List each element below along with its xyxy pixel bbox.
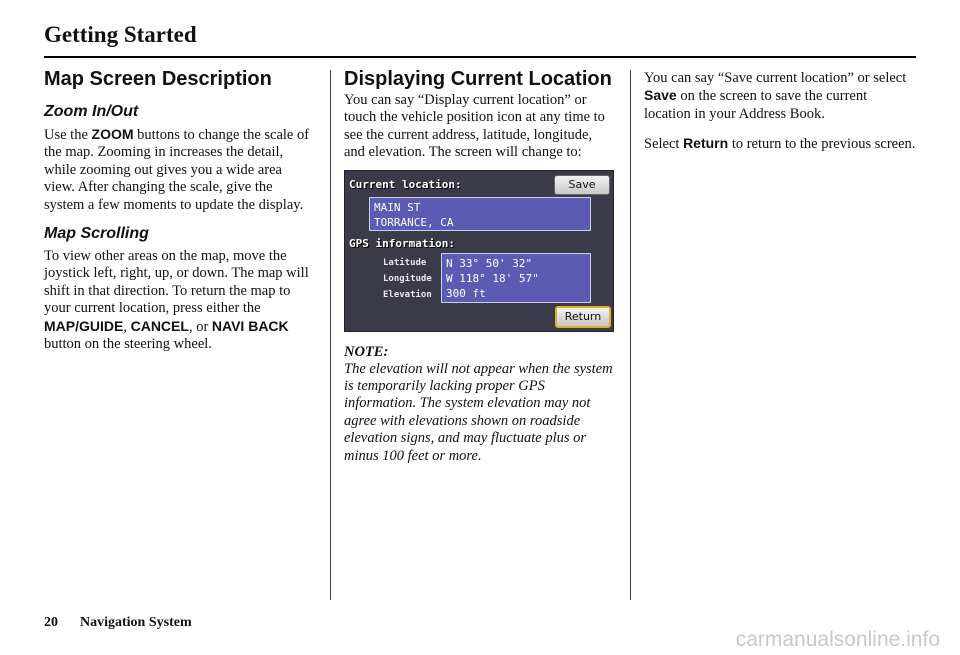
- intro-paragraph: You can say “Display current location” or touch the vehicle position icon at any time to see the current address, latitude, longitude, and elevation. The screen will change to:: [344, 92, 605, 161]
- gps-values-panel: [441, 253, 591, 303]
- text: You can say “Save current location” or select: [644, 70, 907, 86]
- scroll-paragraph: [44, 248, 316, 353]
- address-city: TORRANCE, CA: [374, 215, 454, 229]
- page-header-title: Getting Started: [44, 22, 197, 47]
- save-button[interactable]: Save: [554, 175, 610, 195]
- text: button on the steering wheel.: [44, 336, 212, 353]
- zoom-paragraph: [44, 126, 316, 214]
- address-panel: [369, 197, 591, 231]
- text: on the screen to save the current location in your Address Book.: [644, 88, 868, 122]
- text: , or: [188, 318, 212, 335]
- elevation-value: 300 ft: [446, 286, 486, 300]
- text: Select: [644, 136, 684, 153]
- gps-information-label: GPS information:: [349, 236, 455, 250]
- save-paragraph: [644, 70, 916, 123]
- text: to return to the previous screen.: [728, 136, 916, 153]
- address-street: MAIN ST: [374, 200, 421, 214]
- footer-page-number: 20: [44, 615, 58, 630]
- save-key-label: Save: [644, 87, 677, 104]
- map-guide-key-label: MAP/GUIDE: [44, 317, 124, 334]
- latitude-value: N 33° 50' 32": [446, 256, 533, 270]
- column-map-screen: [44, 66, 316, 353]
- zoom-key-label: ZOOM: [91, 126, 134, 142]
- current-location-label: Current location:: [349, 177, 462, 191]
- cancel-key-label: CANCEL: [130, 317, 189, 334]
- return-key-label: Return: [683, 135, 729, 152]
- note-label: NOTE:: [344, 343, 389, 360]
- subheading-map-scrolling: Map Scrolling: [44, 225, 149, 243]
- header-rule: [44, 56, 916, 58]
- elevation-label: Elevation: [383, 289, 432, 300]
- return-paragraph: [644, 135, 916, 153]
- note-text: The elevation will not appear when the system is temporarily lacking proper GPS information. The system elevation may not agree with elevations shown on roadside elevation signs, and may fluctuate plus or minus 100 feet or more.: [344, 360, 613, 464]
- text: To view other areas on the map, move the joystick left, right, up, or down. The map will shift in that direction. To return the map to your current location, press either the: [44, 248, 309, 317]
- column-current-location: [344, 66, 616, 465]
- text: ,: [123, 318, 131, 335]
- text: Use the: [44, 127, 92, 143]
- column-divider: [330, 70, 331, 600]
- navigation-screen-image: [344, 170, 614, 332]
- longitude-label: Longitude: [383, 273, 432, 284]
- watermark: carmanualsonline.info: [735, 628, 940, 651]
- subheading-zoom: Zoom In/Out: [44, 103, 139, 120]
- column-save-return: [644, 70, 916, 154]
- latitude-label: Latitude: [383, 257, 427, 268]
- footer-title: Navigation System: [80, 615, 192, 630]
- return-button[interactable]: Return: [555, 306, 611, 328]
- navi-back-key-label: NAVI BACK: [211, 317, 289, 334]
- section-heading-current-location: Displaying Current Location: [344, 68, 612, 90]
- section-heading-map-screen: Map Screen Description: [44, 68, 272, 90]
- column-divider: [630, 70, 631, 600]
- longitude-value: W 118° 18' 57": [446, 271, 539, 285]
- text: buttons to change the scale of the map. Zooming in increases the detail, while zooming out gives you a wide area view. After changing the scale, give the system a few moments to update the display.: [44, 127, 310, 213]
